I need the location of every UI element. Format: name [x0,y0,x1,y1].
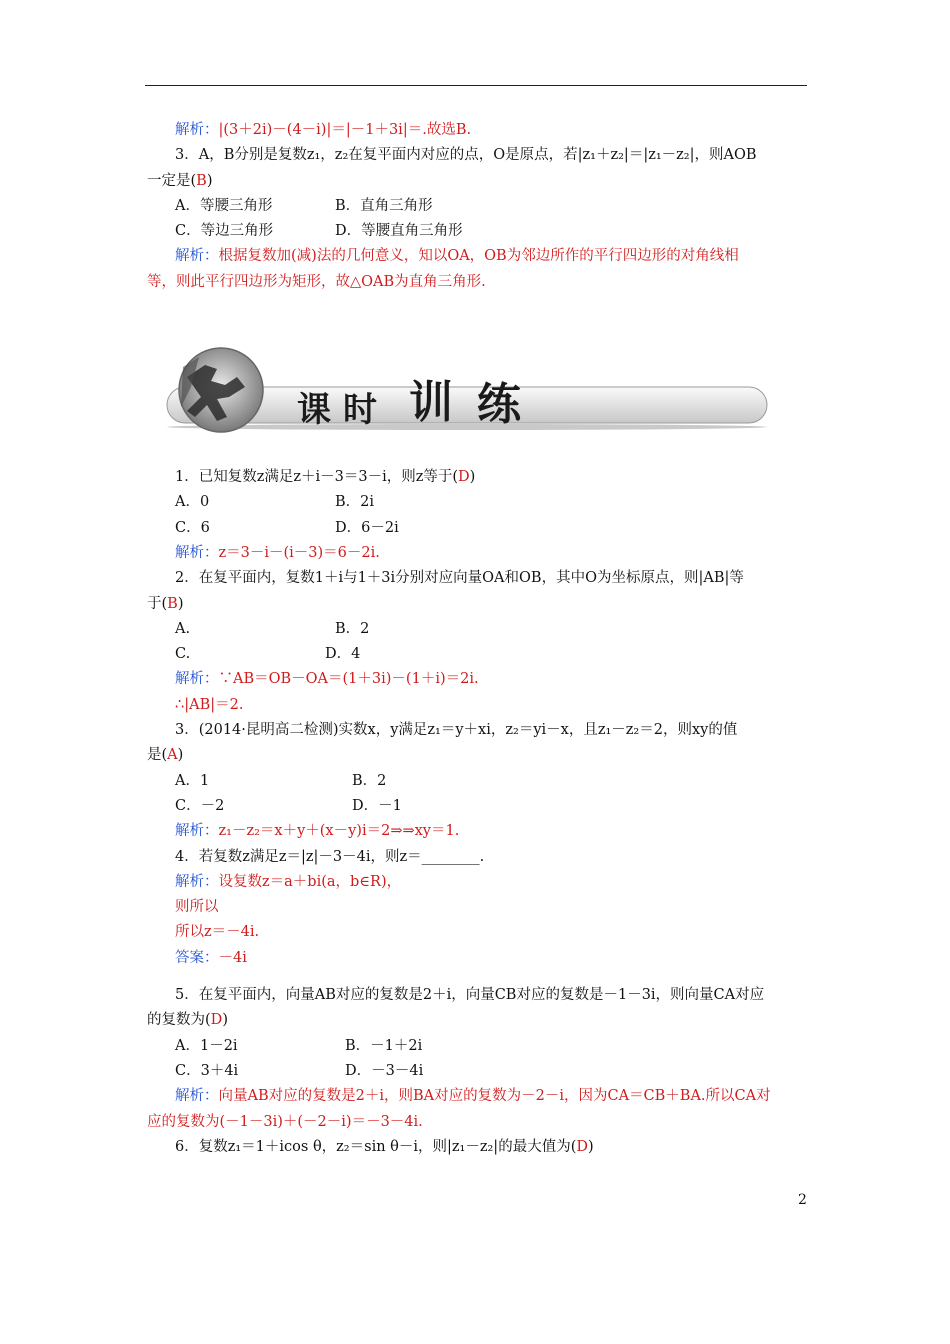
question-line [147,1135,809,1160]
question-line [147,845,809,870]
solution-line [147,920,809,945]
options-row [147,794,809,819]
solution-text: 则所以 [175,899,219,916]
option-d: D．6－2i [335,519,399,536]
solution-label: 解析： [175,122,219,138]
solution-label: 解析： [175,544,219,561]
question-text: 2．在复平面内，复数1＋i与1＋3i分别对应向量OA和OB，其中O为坐标原点，则|AB|等 [175,570,744,587]
question-text: 一定是( [147,172,197,189]
question-line [147,143,809,168]
solution-line [147,1084,809,1109]
answer-choice: D [210,1012,223,1029]
question-line [147,718,809,743]
solution-text: z₁－z₂＝x＋y＋(x－y)i＝2⇒⇒xy＝1. [218,823,460,840]
answer-choice: B [167,595,178,612]
options-row [147,769,809,794]
question-text: ) [588,1138,594,1155]
solution-line [147,118,809,143]
answer-choice: D [458,469,470,486]
question-text: 3．(2014·昆明高二检测)实数x，y满足z₁＝y＋xi，z₂＝yi－x，且z₁－z₂＝2，则xy的值 [175,722,738,739]
question-text: 3．A，B分别是复数z₁，z₂在复平面内对应的点，O是原点，若|z₁＋z₂|＝|z₁－z₂|，则AOB [175,147,757,164]
question-line [147,983,809,1008]
spacer [147,971,809,983]
options-row [147,516,809,541]
solution-text: 根据复数加(减)法的几何意义，知以OA，OB为邻边所作的平行四边形的对角线相 [218,248,739,265]
question-line [147,1008,809,1033]
page-number: 2 [798,1192,807,1208]
option-c: C．6 [175,519,210,536]
banner-title [297,377,523,430]
question-line [147,743,809,768]
answer-text: －4i [218,949,247,966]
options-row [147,490,809,515]
solution-line [147,541,809,566]
options-row [147,194,809,219]
solution-line [147,1110,809,1135]
solution-text: 所以z＝－4i. [175,924,260,941]
solution-text: |(3＋2i)－(4－i)|＝|－1＋3i|＝.故选B. [218,122,472,138]
solution-line [147,819,809,844]
question-text: 5．在复平面内，向量AB对应的复数是2＋i，向量CB对应的复数是－1－3i，则向量CA对应 [175,987,765,1004]
option-d: D．－3－4i [345,1062,424,1079]
option-a: A．1－2i [175,1037,238,1054]
option-a: A. [175,620,191,637]
solution-line [147,870,809,895]
banner-shadow [167,424,767,430]
document-body [147,118,809,1160]
solution-line [147,270,809,295]
solution-text: 等，则此平行四边形为矩形，故△OAB为直角三角形. [147,273,486,290]
option-d: D．4 [325,646,361,663]
answer-choice: D [576,1138,588,1155]
banner-char: 时 [343,390,377,431]
question-line [147,169,809,194]
question-text: ) [222,1012,228,1029]
solution-label: 解析： [175,248,219,265]
answer-choice: A [167,747,178,764]
question-text: 是( [147,747,168,764]
question-text: 4．若复数z满足z＝|z|－3－4i，则z＝________. [175,848,485,865]
solution-label: 解析： [175,823,219,840]
answer-line [147,946,809,971]
banner-char: 练 [477,379,521,431]
solution-line [147,667,809,692]
solution-line [147,244,809,269]
solution-text: 向量AB对应的复数是2＋i，则BA对应的复数为－2－i，因为CA＝CB＋BA.所以CA对 [218,1088,771,1105]
solution-text: ∴|AB|＝2. [175,696,244,713]
solution-label: 解析： [175,671,219,688]
answer-label: 答案： [175,949,219,966]
option-a: A．1 [175,772,210,789]
solution-label: 解析： [175,873,219,890]
option-d: D．－1 [352,797,402,814]
header-rule [145,85,807,86]
question-text: ) [469,469,476,486]
banner-graphic [147,347,777,433]
option-b: B．2 [335,620,370,637]
options-row [147,219,809,244]
question-line [147,566,809,591]
options-row [147,617,809,642]
question-text: ) [177,595,184,612]
option-c: C. [175,646,191,663]
option-b: B．－1＋2i [345,1037,423,1054]
options-row [147,1034,809,1059]
question-line [147,465,809,490]
option-b: B．直角三角形 [335,197,433,214]
solution-line [147,895,809,920]
option-a: A．等腰三角形 [175,197,273,214]
banner-char: 训 [409,377,453,429]
solution-line [147,693,809,718]
question-text: ) [206,172,213,189]
question-text: 1．已知复数z满足z＋i－3＝3－i，则z等于( [175,469,459,486]
banner-char: 课 [297,390,331,431]
option-b: B．2 [352,772,387,789]
solution-text: 应的复数为(－1－3i)＋(－2－i)＝－3－4i. [147,1113,423,1130]
option-a: A．0 [175,494,210,511]
options-row [147,642,809,667]
options-row [147,1059,809,1084]
solution-text: 设复数z＝a＋bi(a，b∈R)， [218,873,402,890]
section-banner [147,295,809,465]
question-text: 于( [147,595,168,612]
question-text: 的复数为( [147,1012,211,1029]
question-line [147,592,809,617]
option-c: C．3＋4i [175,1062,239,1079]
option-c: C．等边三角形 [175,223,274,240]
option-c: C．－2 [175,797,225,814]
option-b: B．2i [335,494,375,511]
answer-choice: B [196,172,207,189]
question-text: ) [177,747,184,764]
option-d: D．等腰直角三角形 [335,223,463,240]
solution-label: 解析： [175,1088,219,1105]
solution-text: ∵AB＝OB－OA＝(1＋3i)－(1＋i)＝2i. [218,671,479,688]
solution-text: z＝3－i－(i－3)＝6－2i. [218,544,380,561]
question-text: 6．复数z₁＝1＋icos θ，z₂＝sin θ－i，则|z₁－z₂|的最大值为( [175,1138,577,1155]
